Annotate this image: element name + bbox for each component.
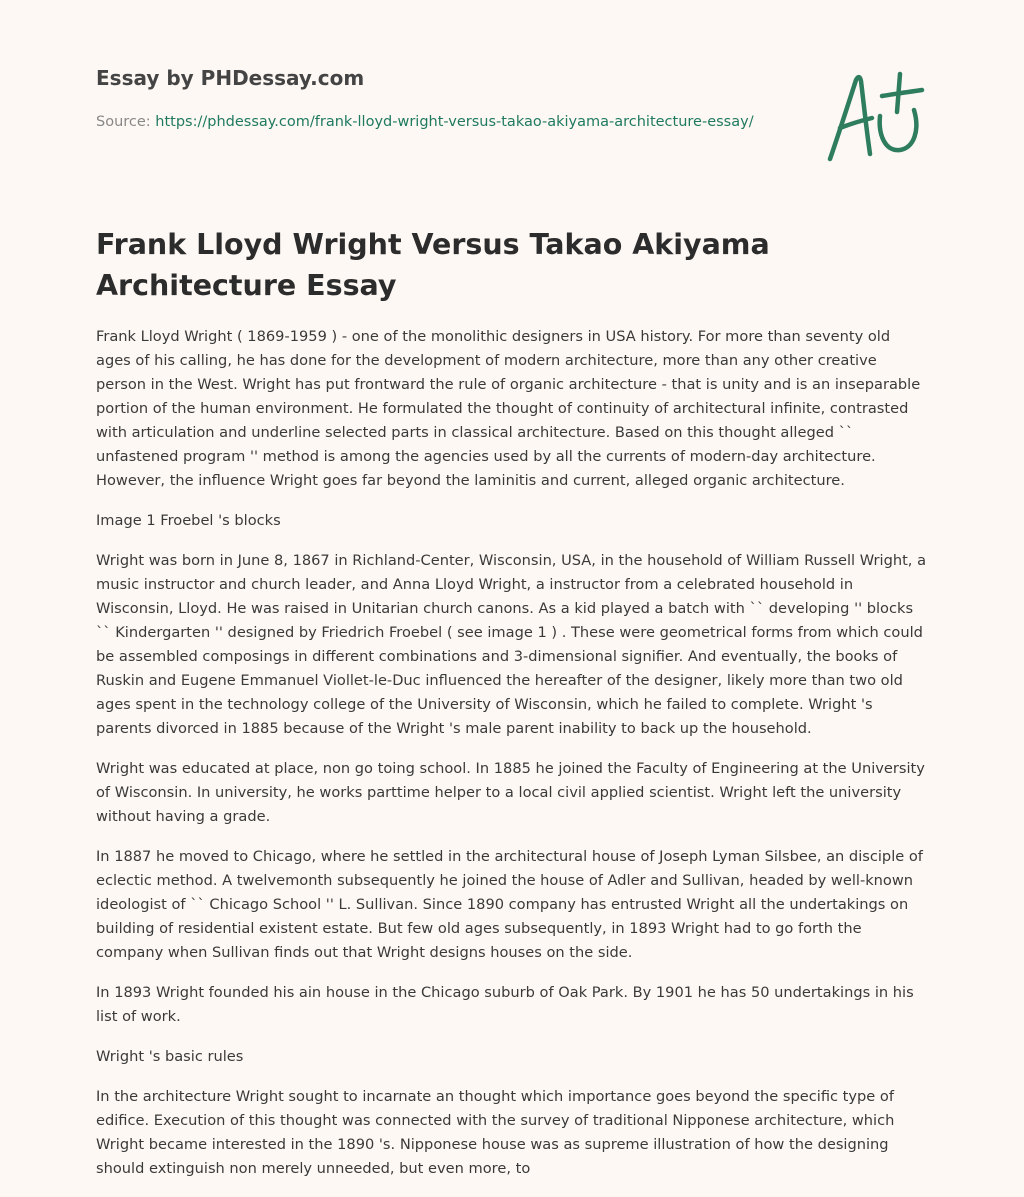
- paragraph: In 1887 he moved to Chicago, where he settled in the architectural house of Joseph Lyman Silsbee, an disciple of eclectic method. A twelvemonth subsequently he joined the house of Adler and Sullivan, headed by well-known ideologist of `` Chicago School '' L. Sullivan. Since 1890 company has entrusted Wright all the undertakings on building of residential existent estate. But few old ages subsequently, in 1893 Wright had to go forth the company when Sullivan finds out that Wright designs houses on the side.: [96, 848, 923, 961]
- paragraph: Wright was born in June 8, 1867 in Richland-Center, Wisconsin, USA, in the household of William Russell Wright, a music instructor and church leader, and Anna Lloyd Wright, a instructor from a celebrated household in Wisconsin, Lloyd. He was raised in Unitarian church canons. As a kid played a batch with `` developing '' blocks `` Kindergarten '' designed by Friedrich Froebel ( see image 1 ) . These were geometrical forms from which could be assembled composings in different combinations and 3-dimensional signifier. And eventually, the books of Ruskin and Eugene Emmanuel Viollet-le-Duc influenced the hereafter of the designer, likely more than two old ages spent in the technology college of the University of Wisconsin, which he failed to complete. Wright 's parents divorced in 1885 because of the Wright 's male parent inability to back up the household.: [96, 552, 927, 737]
- source-link[interactable]: https://phdessay.com/frank-lloyd-wright-versus-takao-akiyama-architecture-essay/: [155, 114, 754, 130]
- source-label: Source:: [96, 114, 156, 130]
- paragraph: Frank Lloyd Wright ( 1869-1959 ) - one of the monolithic designers in USA history. For more than seventy old ages of his calling, he has done for the development of modern architecture, more than any other creative person in the West. Wright has put frontward the rule of organic architecture - that is unity and is an inseparable portion of the human environment. He formulated the thought of continuity of architectural infinite, contrasted with articulation and underline selected parts in classical architecture. Based on this thought alleged `` unfastened program '' method is among the agencies used by all the currents of modern-day architecture. However, the influence Wright goes far beyond the laminitis and current, alleged organic architecture.: [96, 328, 921, 489]
- paragraph: Wright was educated at place, non go toing school. In 1885 he joined the Faculty of Engineering at the University of Wisconsin. In university, he works parttime helper to a local civil applied scientist. Wright left the university without having a grade.: [96, 760, 925, 825]
- a-plus-logo-icon: [822, 66, 928, 166]
- paragraph: In 1893 Wright founded his ain house in the Chicago suburb of Oak Park. By 1901 he has 50 undertakings in his list of work.: [96, 984, 914, 1025]
- source-line: [96, 110, 756, 134]
- essay-title: Frank Lloyd Wright Versus Takao Akiyama Architecture Essay: [96, 228, 770, 302]
- site-title: Essay by PHDessay.com: [96, 66, 365, 90]
- section-heading: Wright 's basic rules: [96, 1048, 244, 1065]
- image-caption: Image 1 Froebel 's blocks: [96, 512, 281, 529]
- paragraph: In the architecture Wright sought to incarnate an thought which importance goes beyond the specific type of edifice. Execution of this thought was connected with the survey of traditional Nipponese architecture, which Wright became interested in the 1890 's. Nipponese house was as supreme illustration of how the designing should extinguish non merely unneeded, but even more, to: [96, 1088, 895, 1177]
- essay-body: [96, 325, 928, 1197]
- a-plus-logo: [822, 66, 928, 166]
